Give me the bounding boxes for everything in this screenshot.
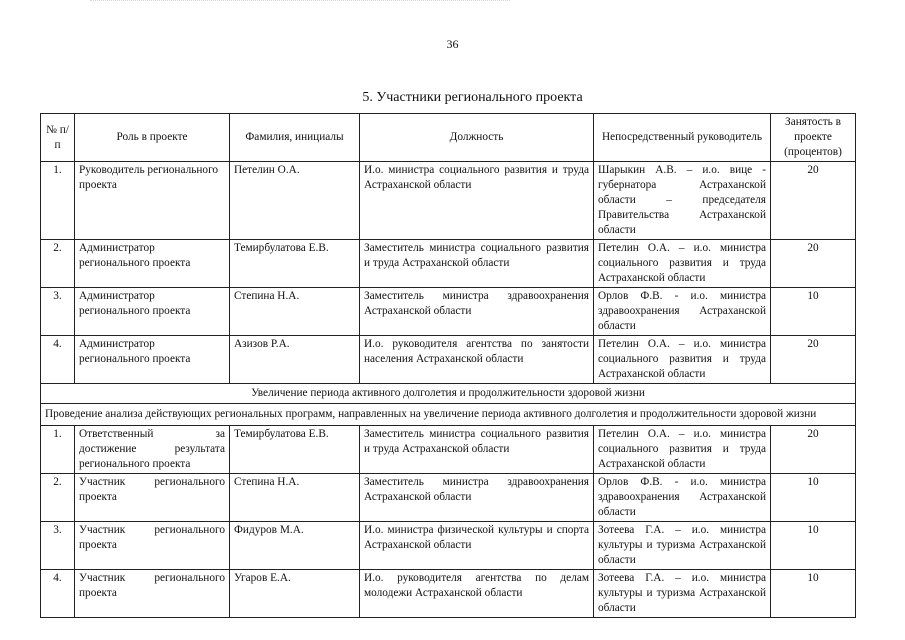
- cell-supervisor: Петелин О.А. – и.о. министра социального развития и труда Астраханской области: [594, 426, 771, 474]
- cell-position: Заместитель министра здравоохранения Астраханской области: [360, 288, 594, 336]
- header-name: Фамилия, инициалы: [230, 114, 360, 162]
- cell-employment: 20: [771, 240, 856, 288]
- cell-employment: 10: [771, 570, 856, 618]
- goal-row: [41, 404, 856, 426]
- cell-name: Фидуров М.А.: [230, 522, 360, 570]
- table-row: [41, 336, 856, 384]
- cell-role: Администратор регионального проекта: [75, 336, 230, 384]
- cell-employment: 20: [771, 162, 856, 240]
- cell-role: Администратор регионального проекта: [75, 288, 230, 336]
- participants-table: [40, 113, 856, 618]
- table-row: [41, 570, 856, 618]
- cell-role: Администратор регионального проекта: [75, 240, 230, 288]
- cell-supervisor: Зотеева Г.А. – и.о. министра культуры и туризма Астраханской области: [594, 570, 771, 618]
- cell-role: Участник регионального проекта: [75, 570, 230, 618]
- cell-name: Темирбулатова Е.В.: [230, 240, 360, 288]
- cell-name: Петелин О.А.: [230, 162, 360, 240]
- cell-supervisor: Шарыкин А.В. – и.о. вице - губернатора Астраханской области – председателя Правительства Астраханской области: [594, 162, 771, 240]
- page-number: 36: [446, 37, 459, 51]
- cell-num: 4.: [41, 570, 75, 618]
- cell-employment: 10: [771, 522, 856, 570]
- cell-num: 4.: [41, 336, 75, 384]
- scan-artifact: [90, 0, 510, 7]
- cell-role: Руководитель регионального проекта: [75, 162, 230, 240]
- cell-employment: 20: [771, 336, 856, 384]
- cell-num: 1.: [41, 426, 75, 474]
- cell-name: Азизов Р.А.: [230, 336, 360, 384]
- table-row: [41, 426, 856, 474]
- cell-position: Заместитель министра социального развития и труда Астраханской области: [360, 426, 594, 474]
- goal-text: Проведение анализа действующих региональных программ, направленных на увеличение периода активного долголетия и продолжительности здоровой жизни: [41, 404, 856, 426]
- cell-name: Степина Н.А.: [230, 474, 360, 522]
- cell-num: 3.: [41, 288, 75, 336]
- table-row: [41, 288, 856, 336]
- cell-supervisor: Орлов Ф.В. - и.о. министра здравоохранения Астраханской области: [594, 474, 771, 522]
- cell-employment: 10: [771, 288, 856, 336]
- header-supervisor: Непосредственный руководитель: [594, 114, 771, 162]
- cell-name: Угаров Е.А.: [230, 570, 360, 618]
- table-header-row: [41, 114, 856, 162]
- header-employment: Занятость в проекте (процентов): [771, 114, 856, 162]
- header-position: Должность: [360, 114, 594, 162]
- cell-position: И.о. руководителя агентства по занятости населения Астраханской области: [360, 336, 594, 384]
- cell-num: 3.: [41, 522, 75, 570]
- cell-role: Участник регионального проекта: [75, 474, 230, 522]
- cell-position: И.о. министра социального развития и труда Астраханской области: [360, 162, 594, 240]
- cell-position: Заместитель министра социального развития и труда Астраханской области: [360, 240, 594, 288]
- cell-employment: 10: [771, 474, 856, 522]
- section-title: Увеличение периода активного долголетия и продолжительности здоровой жизни: [41, 384, 856, 404]
- section-title-row: [41, 384, 856, 404]
- header-role: Роль в проекте: [75, 114, 230, 162]
- cell-supervisor: Петелин О.А. – и.о. министра социального развития и труда Астраханской области: [594, 336, 771, 384]
- header-num: № п/п: [41, 114, 75, 162]
- cell-num: 1.: [41, 162, 75, 240]
- cell-position: Заместитель министра здравоохранения Астраханской области: [360, 474, 594, 522]
- cell-supervisor: Зотеева Г.А. – и.о. министра культуры и туризма Астраханской области: [594, 522, 771, 570]
- table-row: [41, 474, 856, 522]
- cell-position: И.о. руководителя агентства по делам молодежи Астраханской области: [360, 570, 594, 618]
- cell-num: 2.: [41, 474, 75, 522]
- cell-num: 2.: [41, 240, 75, 288]
- cell-position: И.о. министра физической культуры и спорта Астраханской области: [360, 522, 594, 570]
- cell-supervisor: Петелин О.А. – и.о. министра социального развития и труда Астраханской области: [594, 240, 771, 288]
- cell-employment: 20: [771, 426, 856, 474]
- cell-role: Ответственный за достижение результата регионального проекта: [75, 426, 230, 474]
- table-row: [41, 240, 856, 288]
- table-row: [41, 522, 856, 570]
- cell-role: Участник регионального проекта: [75, 522, 230, 570]
- cell-name: Степина Н.А.: [230, 288, 360, 336]
- table-row: [41, 162, 856, 240]
- page-title: 5. Участники регионального проекта: [362, 90, 583, 105]
- cell-supervisor: Орлов Ф.В. - и.о. министра здравоохранения Астраханской области: [594, 288, 771, 336]
- cell-name: Темирбулатова Е.В.: [230, 426, 360, 474]
